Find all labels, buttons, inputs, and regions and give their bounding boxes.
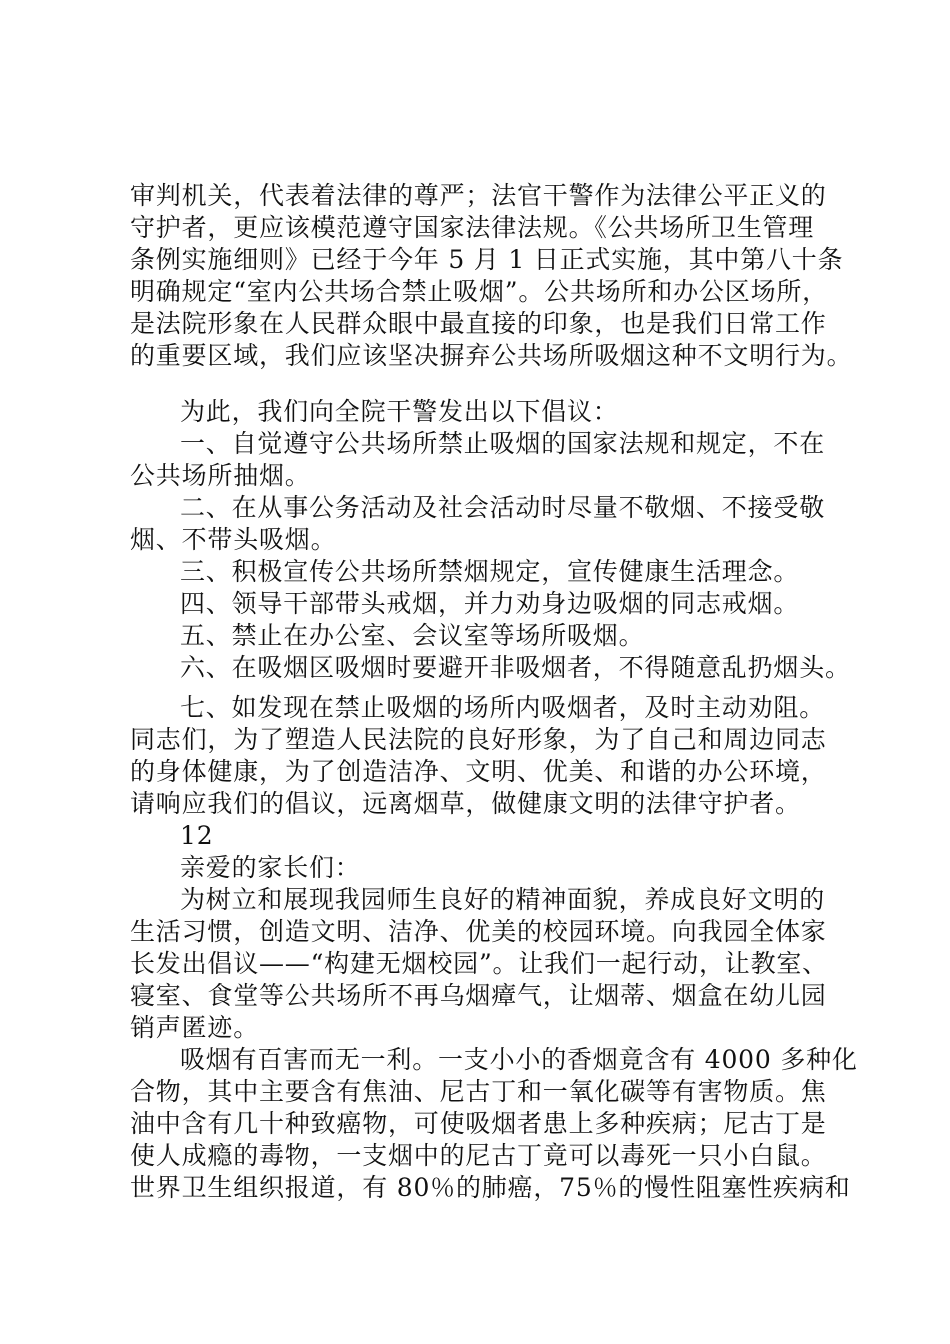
text-line: 销声匿迹。 bbox=[130, 1013, 260, 1042]
text-line: 是法院形象在人民群众眼中最直接的印象，也是我们日常工作 bbox=[130, 309, 827, 338]
text-line: 合物，其中主要含有焦油、尼古丁和一氧化碳等有害物质。焦 bbox=[130, 1077, 827, 1106]
text-line: 审判机关，代表着法律的尊严；法官干警作为法律公平正义的 bbox=[130, 181, 827, 210]
text-line: 四、领导干部带头戒烟，并力劝身边吸烟的同志戒烟。 bbox=[180, 589, 800, 618]
page-number: 12 bbox=[180, 821, 214, 850]
text-line: 的身体健康，为了创造洁净、文明、优美、和谐的办公环境， bbox=[130, 757, 827, 786]
text-line: 长发出倡议——“构建无烟校园”。让我们一起行动，让教室、 bbox=[130, 949, 828, 978]
text-line: 同志们，为了塑造人民法院的良好形象，为了自己和周边同志 bbox=[130, 725, 827, 754]
text-line: 亲爱的家长们： bbox=[180, 853, 361, 882]
text-line: 六、在吸烟区吸烟时要避开非吸烟者，不得随意乱扔烟头。 bbox=[180, 653, 851, 682]
text-line: 烟、不带头吸烟。 bbox=[130, 525, 337, 554]
text-line: 条例实施细则》已经于今年 5 月 1 日正式实施，其中第八十条 bbox=[130, 245, 844, 274]
paragraph-proposals bbox=[130, 396, 851, 684]
text-line: 的重要区域，我们应该坚决摒弃公共场所吸烟这种不文明行为。 bbox=[130, 341, 853, 370]
text-line: 公共场所抽烟。 bbox=[130, 461, 311, 490]
text-line: 为树立和展现我园师生良好的精神面貌，养成良好文明的 bbox=[180, 885, 826, 914]
text-line: 七、如发现在禁止吸烟的场所内吸烟者，及时主动劝阻。 bbox=[180, 693, 826, 722]
paragraph-intro bbox=[130, 180, 853, 372]
text-line: 世界卫生组织报道，有 80％的肺癌，75％的慢性阻塞性疾病和 bbox=[130, 1173, 851, 1202]
text-line: 吸烟有百害而无一利。一支小小的香烟竟含有 4000 多种化 bbox=[180, 1045, 858, 1074]
text-line: 使人成瘾的毒物，一支烟中的尼古丁竟可以毒死一只小白鼠。 bbox=[130, 1141, 827, 1170]
text-line: 二、在从事公务活动及社会活动时尽量不敬烟、不接受敬 bbox=[180, 493, 826, 522]
text-line: 三、积极宣传公共场所禁烟规定，宣传健康生活理念。 bbox=[180, 557, 800, 586]
text-line: 为此，我们向全院干警发出以下倡议： bbox=[180, 397, 619, 426]
text-line: 明确规定“室内公共场合禁止吸烟”。公共场所和办公区场所， bbox=[130, 277, 828, 306]
paragraph-closing bbox=[130, 692, 858, 1204]
text-line: 五、禁止在办公室、会议室等场所吸烟。 bbox=[180, 621, 645, 650]
text-line: 生活习惯，创造文明、洁净、优美的校园环境。向我园全体家 bbox=[130, 917, 827, 946]
text-line: 油中含有几十种致癌物，可使吸烟者患上多种疾病；尼古丁是 bbox=[130, 1109, 827, 1138]
text-line: 守护者，更应该模范遵守国家法律法规。《公共场所卫生管理 bbox=[130, 213, 815, 242]
text-line: 请响应我们的倡议，远离烟草，做健康文明的法律守护者。 bbox=[130, 789, 801, 818]
text-line: 寝室、食堂等公共场所不再乌烟瘴气，让烟蒂、烟盒在幼儿园 bbox=[130, 981, 827, 1010]
text-line: 一、自觉遵守公共场所禁止吸烟的国家法规和规定，不在 bbox=[180, 429, 826, 458]
